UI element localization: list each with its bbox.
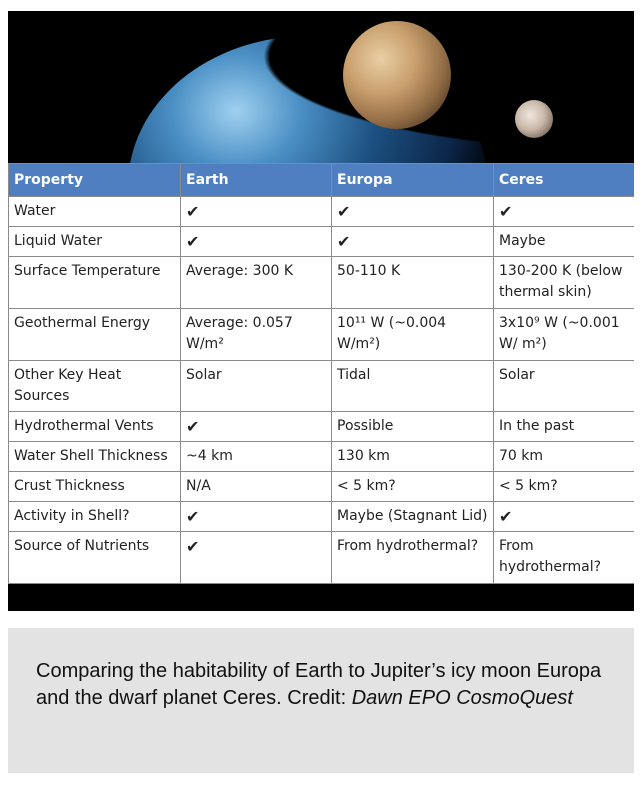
value-cell: 130-200 K (below thermal skin) — [494, 257, 635, 309]
value-cell: ✔ — [332, 227, 494, 257]
value-cell: < 5 km? — [494, 472, 635, 502]
table-row — [9, 472, 635, 502]
table-row — [9, 257, 635, 309]
table-row — [9, 532, 635, 584]
value-cell: < 5 km? — [332, 472, 494, 502]
value-cell: ✔ — [494, 502, 635, 532]
value-cell: Maybe (Stagnant Lid) — [332, 502, 494, 532]
header-ceres: Ceres — [494, 164, 635, 197]
value-cell: ✔ — [181, 197, 332, 227]
caption-credit: Dawn EPO CosmoQuest — [351, 687, 573, 709]
europa-image — [343, 21, 451, 129]
table-row — [9, 309, 635, 361]
table-row — [9, 412, 635, 442]
value-cell: ✔ — [181, 532, 332, 584]
value-cell: 130 km — [332, 442, 494, 472]
property-cell: Water — [9, 197, 181, 227]
header-europa: Europa — [332, 164, 494, 197]
table-row — [9, 502, 635, 532]
value-cell: ✔ — [181, 412, 332, 442]
property-cell: Other Key Heat Sources — [9, 361, 181, 412]
planets-image — [8, 11, 634, 163]
value-cell: ✔ — [494, 197, 635, 227]
value-cell: ✔ — [181, 502, 332, 532]
value-cell: ✔ — [332, 197, 494, 227]
table-row — [9, 227, 635, 257]
caption-box — [8, 628, 634, 773]
header-earth: Earth — [181, 164, 332, 197]
ceres-image — [515, 100, 553, 138]
property-cell: Source of Nutrients — [9, 532, 181, 584]
value-cell: 50-110 K — [332, 257, 494, 309]
bottom-band — [8, 593, 634, 611]
value-cell: 3x10⁹ W (~0.001 W/ m²) — [494, 309, 635, 361]
caption-main: Comparing the habitability of Earth to Jupiter’s icy moon Europa and the dwarf planet Ceres. Credit: — [36, 660, 602, 709]
value-cell: Possible — [332, 412, 494, 442]
caption-text — [36, 658, 606, 712]
value-cell: Solar — [181, 361, 332, 412]
value-cell: From hydrothermal? — [494, 532, 635, 584]
comparison-figure — [8, 11, 634, 611]
value-cell: 10¹¹ W (~0.004 W/m²) — [332, 309, 494, 361]
value-cell: ~4 km — [181, 442, 332, 472]
value-cell: Tidal — [332, 361, 494, 412]
table-header-row — [9, 164, 635, 197]
value-cell: N/A — [181, 472, 332, 502]
property-cell: Crust Thickness — [9, 472, 181, 502]
value-cell: In the past — [494, 412, 635, 442]
value-cell: Solar — [494, 361, 635, 412]
property-cell: Activity in Shell? — [9, 502, 181, 532]
value-cell: Maybe — [494, 227, 635, 257]
property-cell: Hydrothermal Vents — [9, 412, 181, 442]
property-cell: Geothermal Energy — [9, 309, 181, 361]
table-row — [9, 442, 635, 472]
value-cell: Average: 300 K — [181, 257, 332, 309]
property-cell: Liquid Water — [9, 227, 181, 257]
value-cell: From hydrothermal? — [332, 532, 494, 584]
property-cell: Surface Temperature — [9, 257, 181, 309]
header-property: Property — [9, 164, 181, 197]
table-row — [9, 361, 635, 412]
habitability-table — [8, 163, 634, 584]
value-cell: 70 km — [494, 442, 635, 472]
value-cell: ✔ — [181, 227, 332, 257]
property-cell: Water Shell Thickness — [9, 442, 181, 472]
value-cell: Average: 0.057 W/m² — [181, 309, 332, 361]
table-row — [9, 197, 635, 227]
